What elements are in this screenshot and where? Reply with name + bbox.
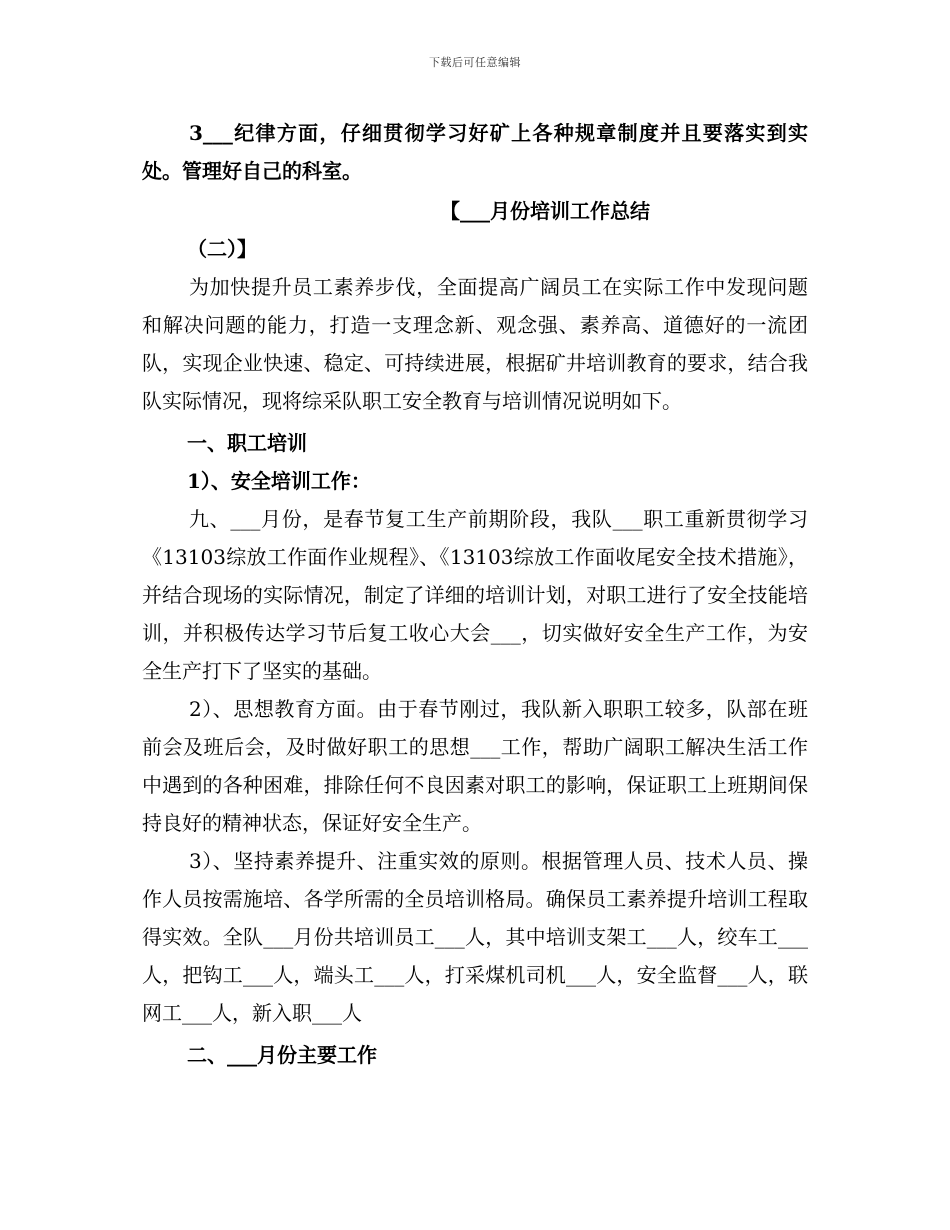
discipline-paragraph: 3___纪律方面，仔细贯彻学习好矿上各种规章制度并且要落实到实处。管理好自己的科室。 bbox=[142, 121, 808, 183]
safety-training-paragraph: 九、___月份，是春节复工生产前期阶段，我队___职工重新贯彻学习《13103综放工作面作业规程》、《13103综放工作面收尾安全技术措施》，并结合现场的实际情况，制定了详细的培训计划，对职工进行了安全技能培训，并积极传达学习节后复工收心大会___，切实做好安全生产工作，为安全生产打下了坚实的基础。 bbox=[142, 507, 808, 683]
document-title: 【___月份培训工作总结 bbox=[440, 199, 650, 223]
subsection-heading-safety: 1）、安全培训工作： bbox=[187, 469, 371, 493]
thought-education-paragraph: 2）、思想教育方面。由于春节刚过，我队新入职职工较多，队部在班前会及班后会，及时做好职工的思想___工作，帮助广阔职工解决生活工作中遇到的各种困难，排除任何不良因素对职工的影响，保证职工上班期间保持良好的精神状态，保证好安全生产。 bbox=[142, 697, 808, 835]
section-heading-2: 二、___月份主要工作 bbox=[187, 1043, 377, 1067]
quality-principle-paragraph: 3）、坚持素养提升、注重实效的原则。根据管理人员、技术人员、操作人员按需施培、各学所需的全员培训格局。确保员工素养提升培训工程取得实效。全队___月份共培训员工___人，其中培训支架工___人，绞车工___人，把钩工___人，端头工___人，打采煤机司机___人，安全监督___人，联网工___人，新入职___人 bbox=[142, 849, 808, 1025]
document-body bbox=[142, 114, 808, 1074]
intro-paragraph: 为加快提升员工素养步伐，全面提高广阔员工在实际工作中发现问题和解决问题的能力，打造一支理念新、观念强、素养高、道德好的一流团队，实现企业快速、稳定、可持续进展，根据矿井培训教育的要求，结合我队实际情况，现将综采队职工安全教育与培训情况说明如下。 bbox=[142, 275, 808, 413]
page-header-note: 下载后可任意编辑 bbox=[429, 56, 521, 69]
section-heading-1: 一、职工培训 bbox=[187, 431, 307, 455]
document-title-sub: （二）】 bbox=[187, 237, 257, 261]
